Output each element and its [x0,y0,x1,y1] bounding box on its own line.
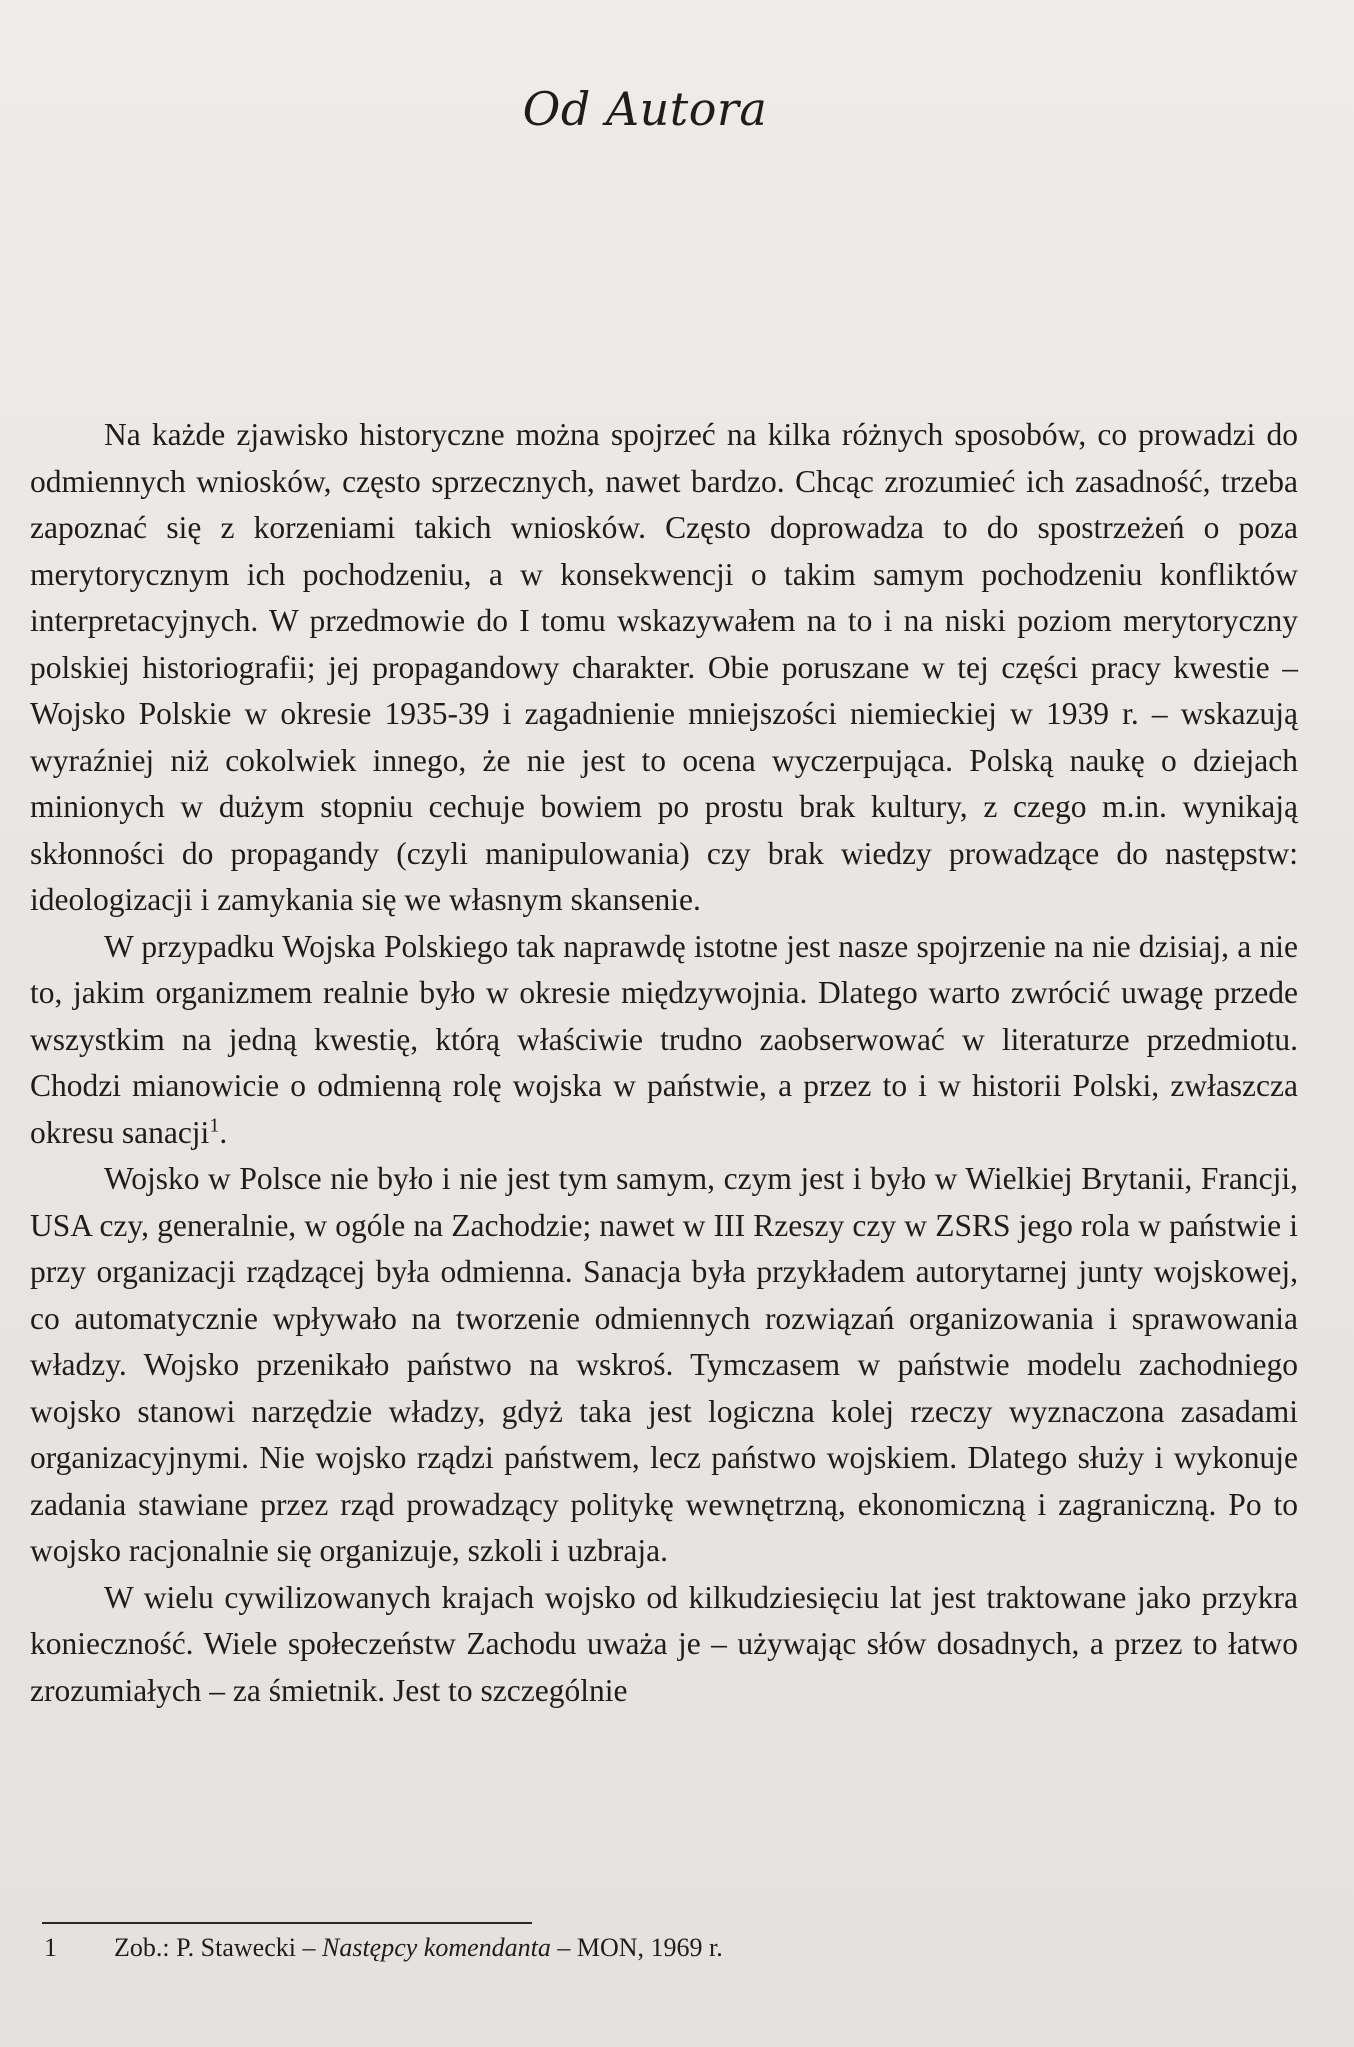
paragraph-1 [30,412,1298,924]
paragraph-4 [30,1575,1298,1715]
footnote-number: 1 [44,1933,57,1962]
paragraph-1-text: Na każde zjawisko historyczne można spojrzeć na kilka różnych sposobów, co prowadzi do odmiennych wniosków, często sprzecznych, nawet bardzo. Chcąc zrozumieć ich zasadność, trzeba zapoznać się z korzeniami takich wniosków. Często doprowadza to do spostrzeżeń o poza merytorycznym ich pochodzeniu, a w konsekwencji o takim samym pochodzeniu konfliktów interpretacyjnych. W przedmowie do I tomu wskazywałem na to i na niski poziom merytoryczny polskiej historiografii; jej propagandowy charakter. Obie poruszane w tej części pracy kwestie – Wojsko Polskie w okresie 1935-39 i zagadnienie mniejszości niemieckiej w 1939 r. – wskazują wyraźniej niż cokolwiek innego, że nie jest to ocena wyczerpująca. Polską naukę o dziejach minionych w dużym stopniu cechuje bowiem po prostu brak kultury, z czego m.in. wynikają skłonności do propagandy (czyli manipulowania) czy brak wiedzy prowadzące do następstw: ideologizacji i zamykania się we własnym skansenie. [30,417,1298,917]
body-text [30,412,1298,1714]
paragraph-4-text: W wielu cywilizowanych krajach wojsko od kilkudziesięciu lat jest traktowane jako przykra konieczność. Wiele społeczeństw Zachodu uważa je – używając słów dosadnych, a przez to łatwo zrozumiałych – za śmietnik. Jest to szczególnie [30,1579,1298,1708]
footnote [44,1930,1244,1966]
paragraph-3-text: Wojsko w Polsce nie było i nie jest tym samym, czym jest i było w Wielkiej Brytanii, Francji, USA czy, generalnie, w ogóle na Zachodzie; nawet w III Rzeszy czy w ZSRS jego rola w państwie i przy organizacji rządzącej była odmienna. Sanacja była przykładem autorytarnej junty wojskowej, co automatycznie wpływało na tworzenie odmiennych rozwiązań organizowania i sprawowania władzy. Wojsko przenikało państwo na wskroś. Tymczasem w państwie modelu zachodniego wojsko stanowi narzędzie władzy, gdyż taka jest logiczna kolej rzeczy wyznaczona zasadami organizacyjnymi. Nie wojsko rządzi państwem, lecz państwo wojskiem. Dlatego służy i wykonuje zadania stawiane przez rząd prowadzący politykę wewnętrzną, ekonomiczną i zagraniczną. Po to wojsko racjonalnie się organizuje, szkoli i uzbraja. [30,1161,1298,1568]
paragraph-3 [30,1156,1298,1575]
paragraph-2 [30,924,1298,1157]
footnote-suffix: – MON, 1969 r. [550,1933,723,1962]
paragraph-2-tail: . [219,1114,228,1150]
page-title: Od Autora [522,82,768,136]
footnote-book-title: Następcy komendanta [322,1933,551,1962]
footnote-reference: 1 [209,1114,220,1136]
footnote-prefix: Zob.: P. Stawecki – [114,1933,322,1962]
paragraph-2-text: W przypadku Wojska Polskiego tak naprawdę istotne jest nasze spojrzenie na nie dzisiaj, a nie to, jakim organizmem realnie było w okresie międzywojnia. Dlatego warto zwrócić uwagę przede wszystkim na jedną kwestię, którą właściwie trudno zaobserwować w literaturze przedmiotu. Chodzi mianowicie o odmienną rolę wojska w państwie, a przez to i w historii Polski, zwłaszcza okresu sanacji [30,928,1298,1150]
footnote-divider [42,1922,532,1924]
